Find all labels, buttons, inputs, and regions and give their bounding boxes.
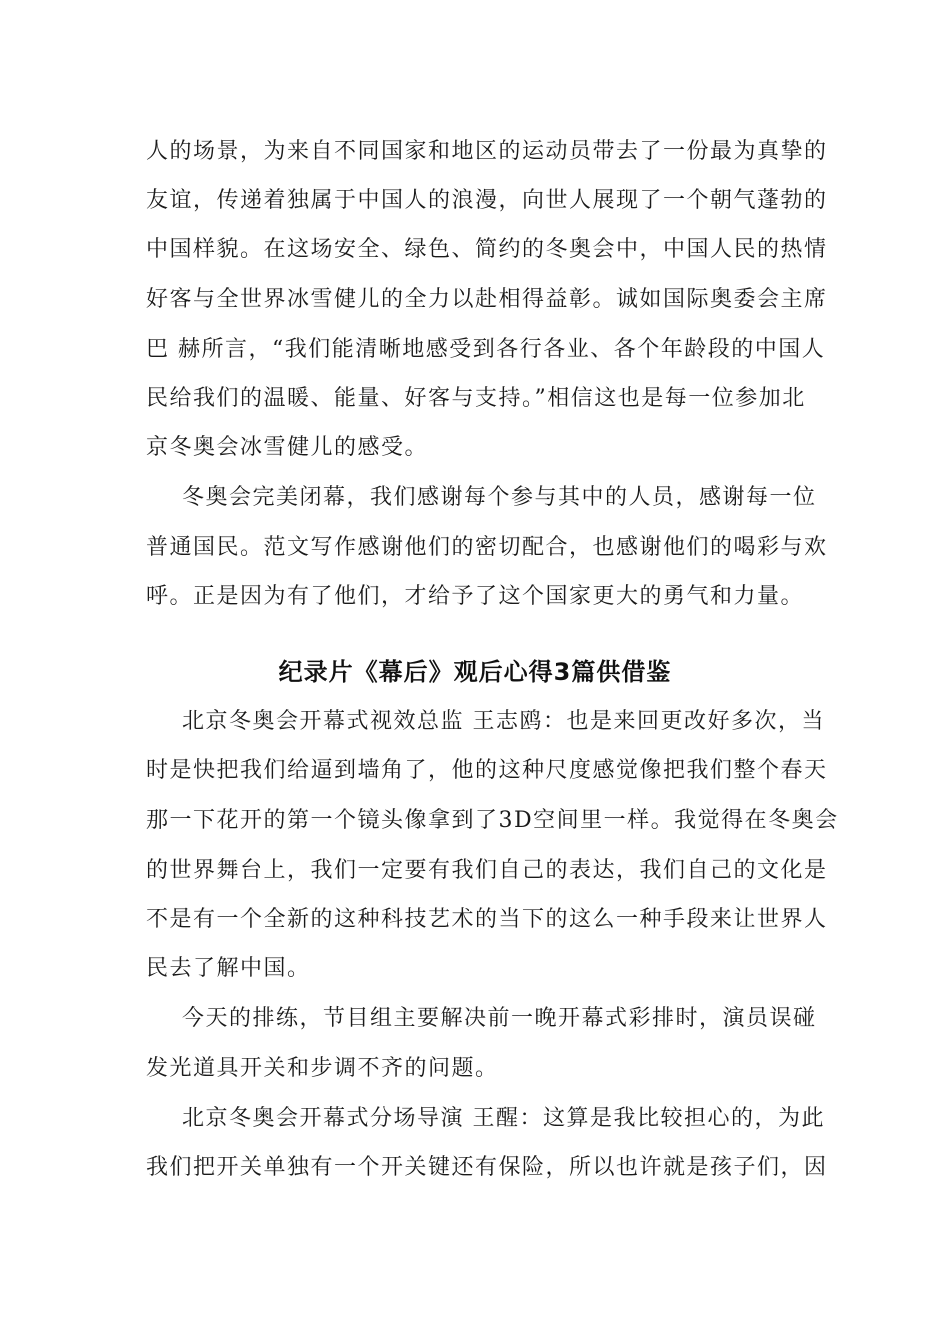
text-line: 今天的排练，节目组主要解决前一晚开幕式彩排时，演员误碰 bbox=[182, 1006, 817, 1031]
text-line: 的世界舞台上，我们一定要有我们自己的表达，我们自己的文化是 bbox=[146, 858, 828, 883]
text-line: 北京冬奥会开幕式分场导演 王醒：这算是我比较担心的，为此 bbox=[182, 1106, 825, 1131]
text-line: 民给我们的温暖、能量、好客与支持。”相信这也是每一位参加北 bbox=[146, 386, 806, 411]
text-line: 北京冬奥会开幕式视效总监 王志鸥：也是来回更改好多次，当 bbox=[182, 709, 825, 734]
text-line: 时是快把我们给逼到墙角了，他的这种尺度感觉像把我们整个春天 bbox=[146, 758, 828, 783]
text-line: 巴 赫所言，“我们能清晰地感受到各行各业、各个年龄段的中国人 bbox=[146, 337, 826, 362]
text-line: 京冬奥会冰雪健儿的感受。 bbox=[146, 435, 429, 460]
text-line: 呼。正是因为有了他们，才给予了这个国家更大的勇气和力量。 bbox=[146, 584, 805, 609]
text-line: 我们把开关单独有一个开关键还有保险，所以也许就是孩子们，因 bbox=[146, 1155, 828, 1180]
text-line: 不是有一个全新的这种科技艺术的当下的这么一种手段来让世界人 bbox=[146, 907, 828, 932]
text-line: 冬奥会完美闭幕，我们感谢每个参与其中的人员，感谢每一位 bbox=[182, 485, 817, 510]
text-line: 好客与全世界冰雪健儿的全力以赴相得益彰。诚如国际奥委会主席 bbox=[146, 287, 828, 312]
text-line: 人的场景，为来自不同国家和地区的运动员带去了一份最为真挚的 bbox=[146, 139, 828, 164]
text-line: 中国样貌。在这场安全、绿色、简约的冬奥会中，中国人民的热情 bbox=[146, 237, 828, 262]
text-line: 友谊，传递着独属于中国人的浪漫，向世人展现了一个朝气蓬勃的 bbox=[146, 188, 828, 213]
text-line: 发光道具开关和步调不齐的问题。 bbox=[146, 1056, 499, 1081]
text-line: 那一下花开的第一个镜头像拿到了3D空间里一样。我觉得在冬奥会 bbox=[146, 808, 839, 833]
section-heading: 纪录片《幕后》观后心得3篇供借鉴 bbox=[278, 658, 672, 686]
text-line: 民去了解中国。 bbox=[146, 956, 311, 981]
text-line: 普通国民。范文写作感谢他们的密切配合，也感谢他们的喝彩与欢 bbox=[146, 535, 828, 560]
